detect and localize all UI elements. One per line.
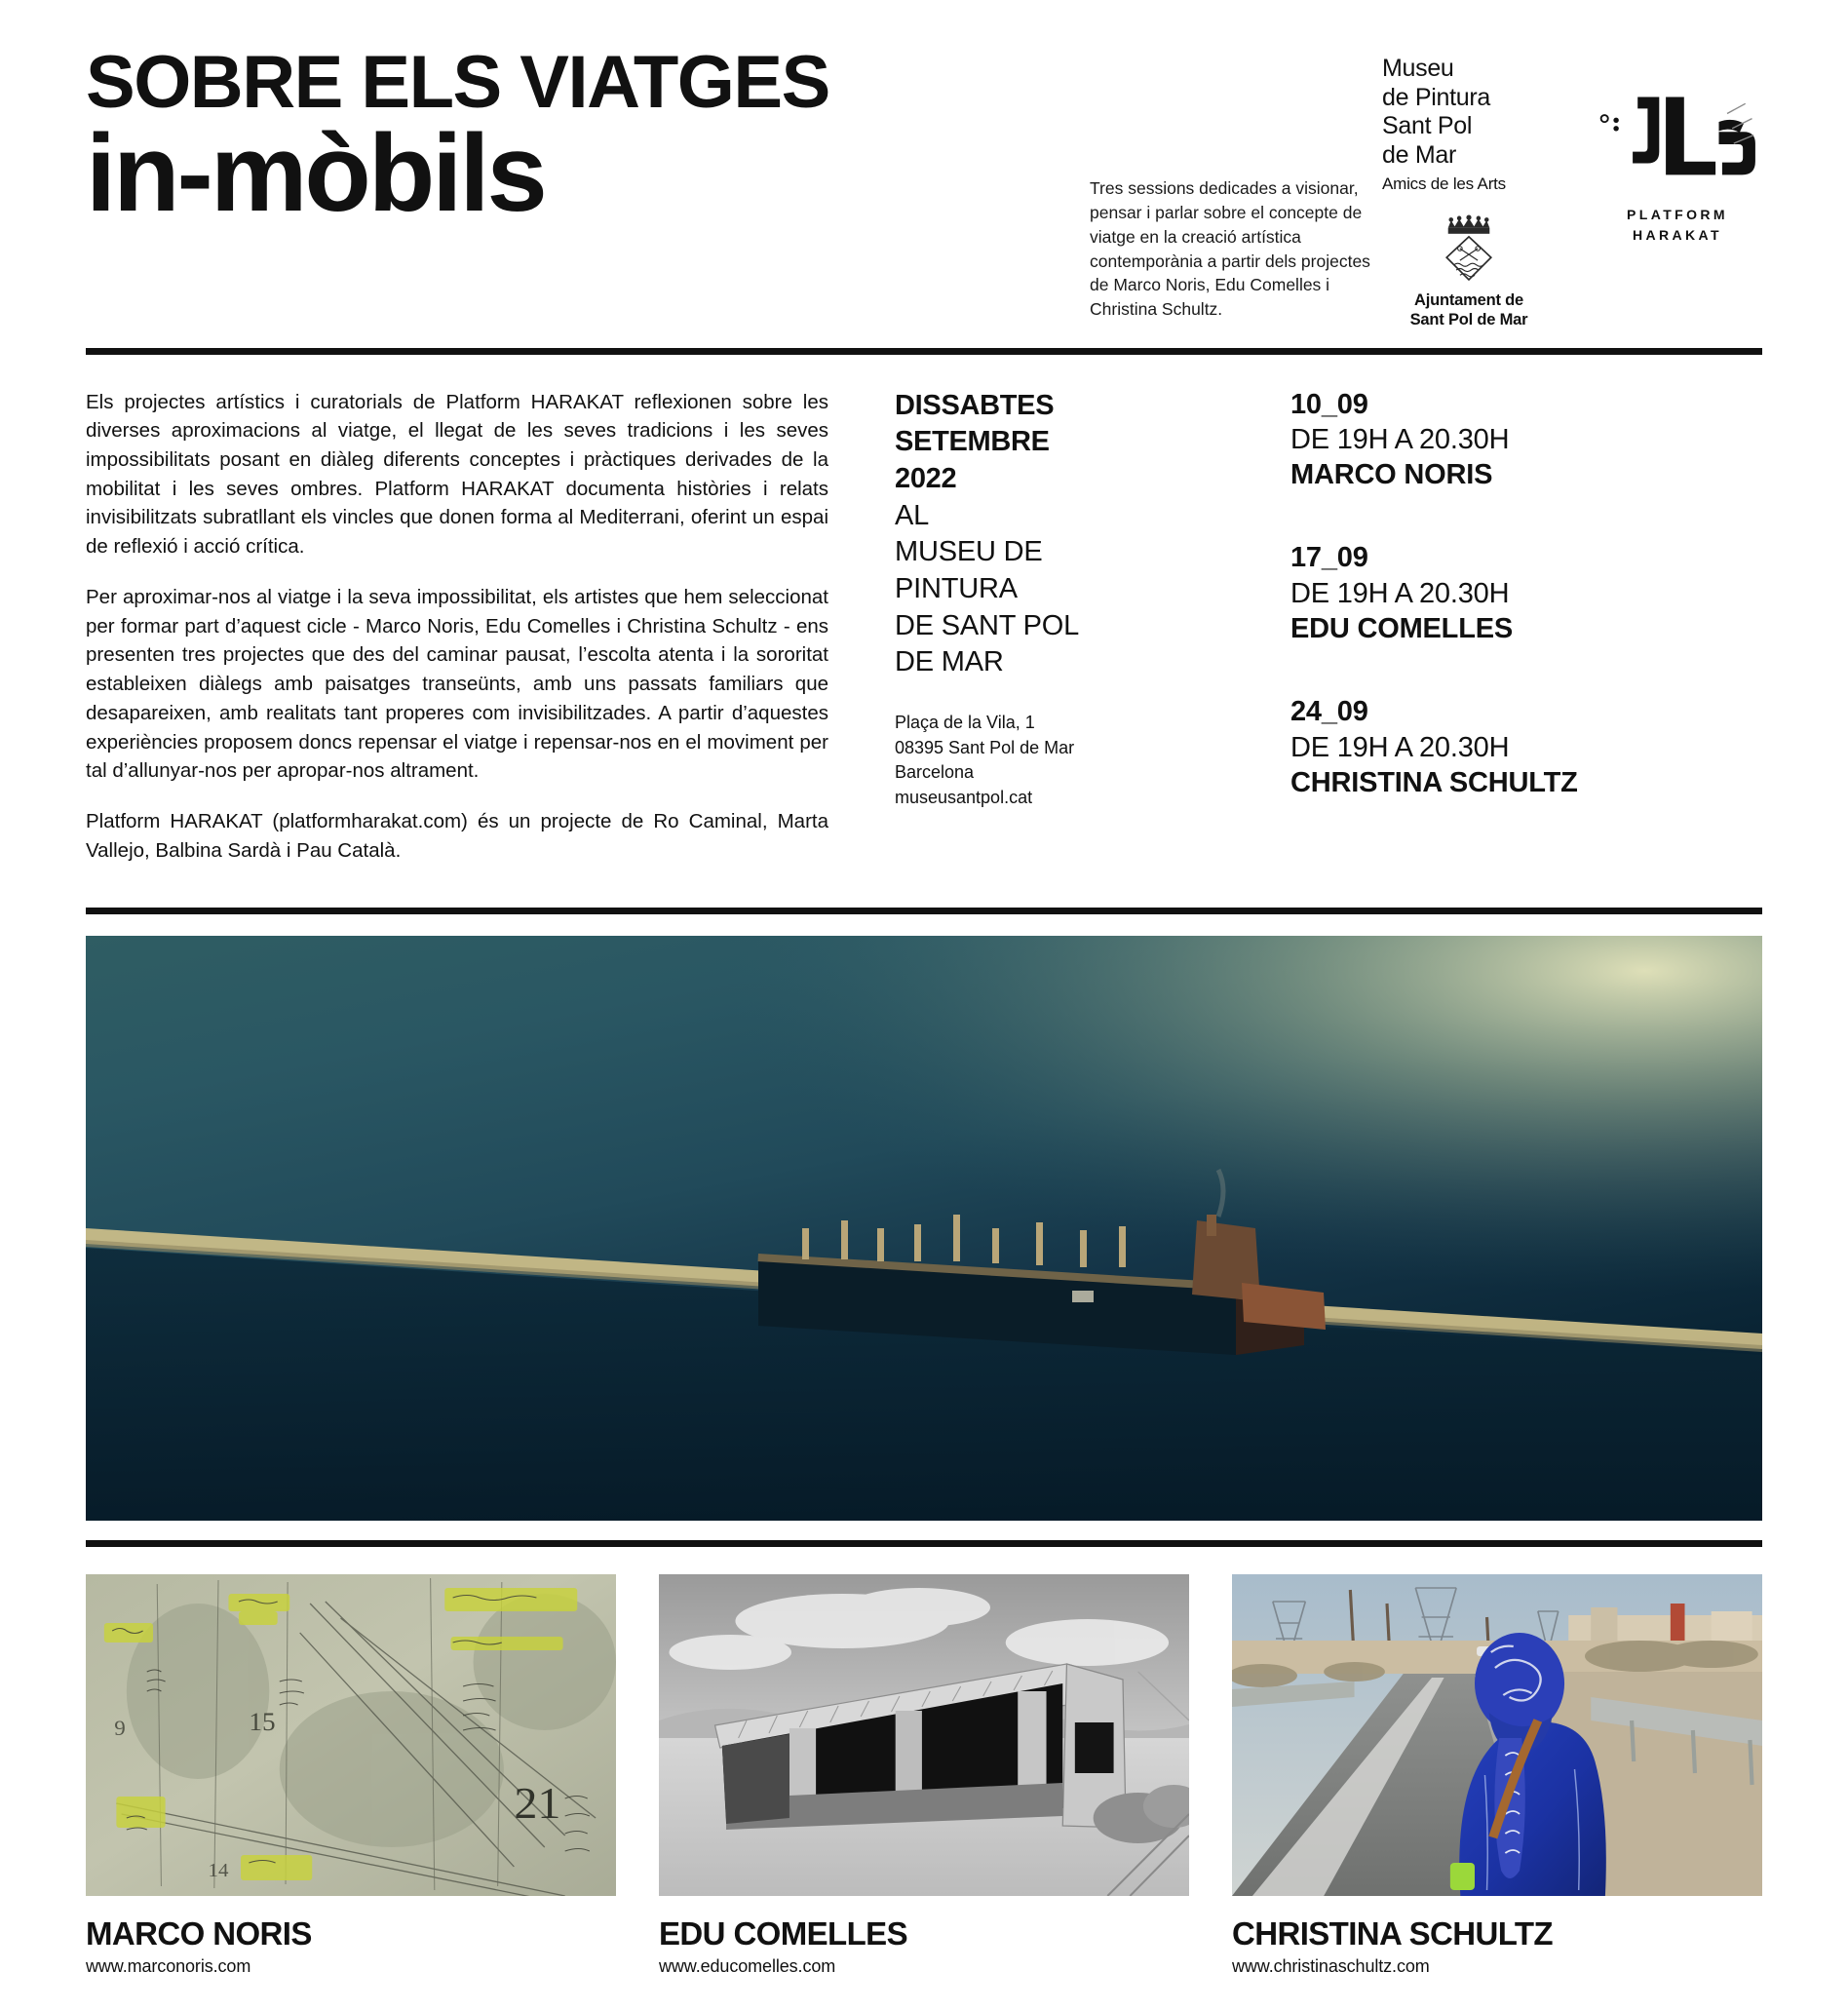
venue-line-2: MUSEU DE [895, 536, 1043, 568]
ajuntament-line-2: Sant Pol de Mar [1409, 310, 1528, 329]
ajuntament-line-1: Ajuntament de [1414, 291, 1523, 309]
artist-url[interactable]: www.educomelles.com [659, 1956, 836, 1977]
poster-title-line-2: in-mòbils [86, 112, 545, 235]
session-artist: CHRISTINA SCHULTZ [1290, 766, 1578, 798]
museu-line-4: de Mar [1382, 140, 1457, 169]
harakat-word-line-2: HARAKAT [1633, 227, 1722, 243]
session-date: 24_09 [1290, 696, 1368, 728]
stone-washhouse-bw-photo [659, 1574, 1189, 1896]
artist-name: CHRISTINA SCHULTZ [1232, 1915, 1553, 1952]
paragraph-3: Platform HARAKAT (platformharakat.com) és un projecte de Ro Caminal, Marta Vallejo, Balbina Sardà i Pau Català. [86, 809, 828, 862]
ajuntament-logo [1382, 212, 1556, 330]
when-bold-line-1: DISSABTES [895, 389, 1055, 421]
artist-card[interactable] [659, 1574, 1189, 1977]
svg-text:21: 21 [514, 1779, 561, 1830]
address-street: Plaça de la Vila, 1 [895, 713, 1035, 733]
venue-line-1: AL [895, 499, 930, 531]
poster-title-line-1: SOBRE ELS VIATGES [86, 41, 829, 124]
divider-top [86, 348, 1762, 355]
artist-name: MARCO NORIS [86, 1915, 312, 1952]
woman-walking-roadside-photo [1232, 1574, 1762, 1896]
poster-header [86, 0, 1762, 330]
artist-url[interactable]: www.christinaschultz.com [1232, 1956, 1430, 1977]
artist-thumbnail [86, 1574, 616, 1896]
harakat-word-line-1: PLATFORM [1627, 207, 1728, 222]
venue-address [895, 711, 1285, 810]
divider-bottom [86, 1540, 1762, 1547]
hero-image [86, 936, 1762, 1521]
artists-gallery [86, 1574, 1762, 1977]
sessions-column [1285, 388, 1762, 866]
session-item [1290, 695, 1762, 800]
artist-card[interactable] [1232, 1574, 1762, 1977]
bottom-spacer [86, 1977, 1762, 2010]
coat-of-arms-crest-icon [1432, 212, 1506, 286]
divider-middle [86, 908, 1762, 914]
session-date: 17_09 [1290, 542, 1368, 574]
session-item [1290, 541, 1762, 646]
when-bold-line-2: SETEMBRE [895, 426, 1050, 458]
when-where-column [895, 388, 1285, 866]
artist-name: EDU COMELLES [659, 1915, 907, 1952]
paragraph-2: Per aproximar-nos al viatge i la seva impossibilitat, els artistes que hem seleccionat per formar part d’aquest cicle - Marco Noris, Edu Comelles i Christina Schultz - ens presenten tres projectes que des del caminar pausat, l’escolta atenta i la sororitat estableixen diàlegs amb paisatges transeünts, amb uns passats familiars que desapareixen, amb realitats tant properes com invisibilitzades. A partir d’aquestes experiències proposem doncs repensar el viatge i repensar-nos en el moviment per tal d’allunyar-nos per apropar-nos altrament. [86, 585, 828, 783]
artist-thumbnail [1232, 1574, 1762, 1896]
when-bold-line-3: 2022 [895, 462, 957, 494]
venue-line-4: DE SANT POL [895, 609, 1080, 641]
svg-text:14: 14 [208, 1860, 229, 1882]
platform-harakat-logo [1589, 80, 1766, 246]
logo-group [1382, 55, 1766, 330]
svg-text:9: 9 [114, 1716, 126, 1741]
artist-url[interactable]: www.marconoris.com [86, 1956, 251, 1977]
session-time: DE 19H A 20.30H [1290, 577, 1510, 609]
description-column [86, 388, 895, 866]
museu-line-2: de Pintura [1382, 83, 1490, 111]
platform-harakat-arabic-logomark [1595, 80, 1760, 197]
museu-line-3: Sant Pol [1382, 112, 1473, 139]
artist-thumbnail [659, 1574, 1189, 1896]
session-artist: EDU COMELLES [1290, 613, 1513, 645]
venue-line-5: DE MAR [895, 646, 1004, 678]
artist-card[interactable] [86, 1574, 616, 1977]
address-website[interactable]: museusantpol.cat [895, 787, 1033, 807]
content-columns [86, 355, 1762, 887]
cargo-ship-at-sea-photo [86, 936, 1762, 1521]
museu-subtitle: Amics de les Arts [1382, 174, 1506, 193]
session-artist: MARCO NORIS [1290, 459, 1493, 491]
museu-sant-pol-logo [1382, 55, 1556, 194]
museu-ajuntament-logos [1382, 55, 1556, 330]
header-description: Tres sessions dedicades a visionar, pensar i parlar sobre el concepte de viatge en la creació artística contemporània a partir dels projectes de Marco Noris, Edu Comelles i Christina Schultz. [1090, 178, 1370, 320]
museu-line-1: Museu [1382, 55, 1454, 82]
session-item [1290, 388, 1762, 493]
session-date: 10_09 [1290, 388, 1368, 420]
session-time: DE 19H A 20.30H [1290, 423, 1510, 455]
title-block [86, 41, 943, 235]
session-time: DE 19H A 20.30H [1290, 731, 1510, 763]
paragraph-1: Els projectes artístics i curatorials de Platform HARAKAT reflexionen sobre les diverses aproximacions al viatge, el llegat de les seves tradicions i les seves impossibilitats posant en diàleg diferents conceptes i pràctiques derivades de la mobilitat i les seves ombres. Platform HARAKAT documenta històries i relats invisibilitzats subratllant els vincles que donen forma al Mediterrani, oferint un espai de reflexió i acció crítica. [86, 390, 828, 559]
address-province: Barcelona [895, 762, 975, 783]
venue-line-3: PINTURA [895, 573, 1018, 605]
annotated-map-drawing-photo [86, 1574, 616, 1896]
address-city: 08395 Sant Pol de Mar [895, 737, 1075, 757]
svg-text:15: 15 [249, 1707, 276, 1737]
